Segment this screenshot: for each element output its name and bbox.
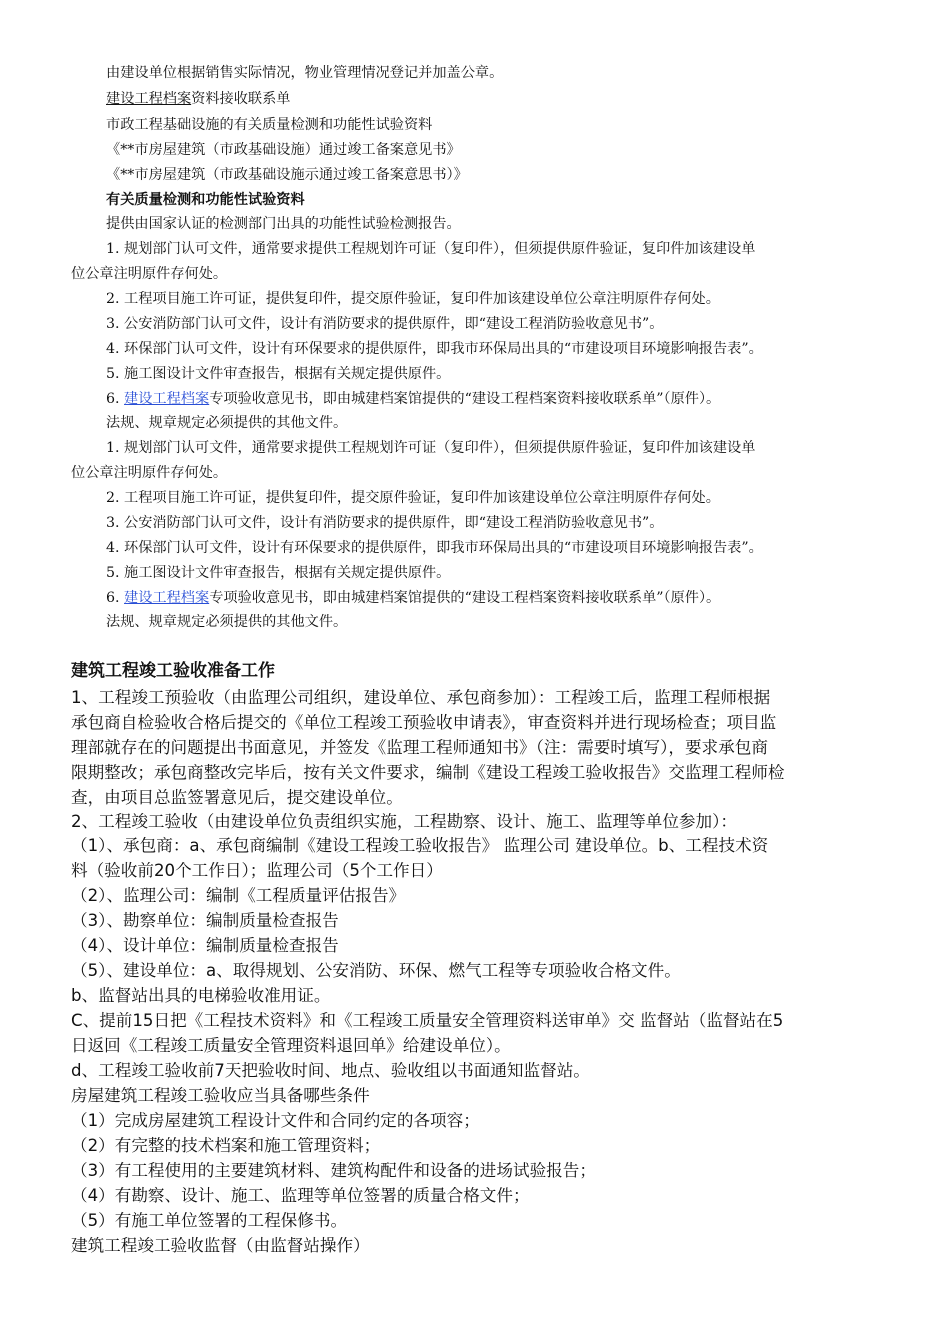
list-item-continuation: 位公章注明原件存何处。 bbox=[71, 266, 228, 282]
list-item: 2. 工程项目施工许可证，提供复印件，提交原件验证，复印件加该建设单位公章注明原件存何处。 bbox=[106, 490, 720, 506]
paragraph-line: （1）完成房屋建筑工程设计文件和合同约定的各项容； bbox=[71, 1111, 480, 1130]
paragraph-line: 承包商自检验收合格后提交的《单位工程竣工预验收申请表》，审查资料并进行现场检查；项目监 bbox=[71, 713, 777, 732]
paragraph-line: 1、工程竣工预验收（由监理公司组织，建设单位、承包商参加）：工程竣工后，监理工程师根据 bbox=[71, 688, 771, 707]
list-item: 1. 规划部门认可文件，通常要求提供工程规划许可证（复印件），但须提供原件验证，复印件加该建设单 bbox=[106, 241, 756, 257]
archive-link[interactable]: 建设工程档案 bbox=[124, 590, 210, 606]
paragraph-line: 房屋建筑工程竣工验收应当具备哪些条件 bbox=[71, 1086, 370, 1105]
text-line: 建设工程档案资料接收联系单 bbox=[106, 91, 291, 107]
list-item: 5. 施工图设计文件审查报告，根据有关规定提供原件。 bbox=[106, 565, 451, 581]
underlined-term: 建设工程档案 bbox=[106, 91, 192, 107]
paragraph-line: （1）、承包商：a、承包商编制《建设工程竣工验收报告》 监理公司 建设单位。b、工程技术资 bbox=[71, 836, 769, 855]
paragraph-line: （4）有勘察、设计、施工、监理等单位签署的质量合格文件； bbox=[71, 1186, 530, 1205]
paragraph-line: （2）、监理公司：编制《工程质量评估报告》 bbox=[71, 886, 406, 905]
paragraph-line: （5）、建设单位：a、取得规划、公安消防、环保、燃气工程等专项验收合格文件。 bbox=[71, 961, 681, 980]
paragraph-line: （4）、设计单位：编制质量检查报告 bbox=[71, 936, 339, 955]
paragraph-line: 2、工程竣工验收（由建设单位负责组织实施，工程勘察、设计、施工、监理等单位参加）： bbox=[71, 812, 738, 831]
list-item: 2. 工程项目施工许可证，提供复印件，提交原件验证，复印件加该建设单位公章注明原件存何处。 bbox=[106, 291, 720, 307]
text-line: 法规、规章规定必须提供的其他文件。 bbox=[106, 415, 348, 431]
list-item-continuation: 位公章注明原件存何处。 bbox=[71, 465, 228, 481]
paragraph-line: （5）有施工单位签署的工程保修书。 bbox=[71, 1211, 348, 1230]
paragraph-line: （2）有完整的技术档案和施工管理资料； bbox=[71, 1136, 381, 1155]
text-line: 《**市房屋建筑（市政基础设施示通过竣工备案意思书）》 bbox=[106, 167, 468, 183]
paragraph-line: b、监督站出具的电梯验收准用证。 bbox=[71, 986, 331, 1005]
paragraph-line: 查，由项目总监签署意见后，提交建设单位。 bbox=[71, 788, 403, 807]
text-line: 市政工程基础设施的有关质量检测和功能性试验资料 bbox=[106, 117, 433, 133]
paragraph-line: 日返回《工程竣工质量安全管理资料退回单》给建设单位）。 bbox=[71, 1036, 511, 1055]
paragraph-line: 料（验收前20个工作日）；监理公司（5个工作日） bbox=[71, 861, 443, 880]
paragraph-line: （3）、勘察单位：编制质量检查报告 bbox=[71, 911, 339, 930]
section-subheading: 有关质量检测和功能性试验资料 bbox=[106, 192, 305, 208]
paragraph-line: （3）有工程使用的主要建筑材料、建筑构配件和设备的进场试验报告； bbox=[71, 1161, 596, 1180]
list-item: 1. 规划部门认可文件，通常要求提供工程规划许可证（复印件），但须提供原件验证，复印件加该建设单 bbox=[106, 440, 756, 456]
text-line: 提供由国家认证的检测部门出具的功能性试验检测报告。 bbox=[106, 216, 461, 232]
paragraph-line: d、工程竣工验收前7天把验收时间、地点、验收组以书面通知监督站。 bbox=[71, 1061, 590, 1080]
archive-link[interactable]: 建设工程档案 bbox=[124, 391, 210, 407]
text-line: 《**市房屋建筑（市政基础设施）通过竣工备案意见书》 bbox=[106, 142, 461, 158]
section-heading: 建筑工程竣工验收准备工作 bbox=[71, 661, 275, 681]
text-line: 法规、规章规定必须提供的其他文件。 bbox=[106, 614, 348, 630]
paragraph-line: 建筑工程竣工验收监督（由监督站操作） bbox=[71, 1236, 370, 1255]
list-item: 4. 环保部门认可文件，设计有环保要求的提供原件，即我市环保局出具的“市建设项目环境影响报告表”。 bbox=[106, 540, 763, 556]
list-item: 3. 公安消防部门认可文件，设计有消防要求的提供原件，即“建设工程消防验收意见书”。 bbox=[106, 515, 664, 531]
list-item: 6. 建设工程档案专项验收意见书，即由城建档案馆提供的“建设工程档案资料接收联系单”（原件）。 bbox=[106, 590, 721, 606]
list-item: 6. 建设工程档案专项验收意见书，即由城建档案馆提供的“建设工程档案资料接收联系单”（原件）。 bbox=[106, 391, 721, 407]
paragraph-line: 限期整改；承包商整改完毕后，按有关文件要求，编制《建设工程竣工验收报告》交监理工程师检 bbox=[71, 763, 785, 782]
list-item: 5. 施工图设计文件审查报告，根据有关规定提供原件。 bbox=[106, 366, 451, 382]
list-item: 3. 公安消防部门认可文件，设计有消防要求的提供原件，即“建设工程消防验收意见书”。 bbox=[106, 316, 664, 332]
text-line: 由建设单位根据销售实际情况，物业管理情况登记并加盖公章。 bbox=[106, 65, 504, 81]
list-item: 4. 环保部门认可文件，设计有环保要求的提供原件，即我市环保局出具的“市建设项目环境影响报告表”。 bbox=[106, 341, 763, 357]
paragraph-line: 理部就存在的问题提出书面意见，并签发《监理工程师通知书》（注：需要时填写），要求承包商 bbox=[71, 738, 768, 757]
paragraph-line: C、提前15日把《工程技术资料》和《工程竣工质量安全管理资料送审单》交 监督站（监督站在5 bbox=[71, 1011, 784, 1030]
